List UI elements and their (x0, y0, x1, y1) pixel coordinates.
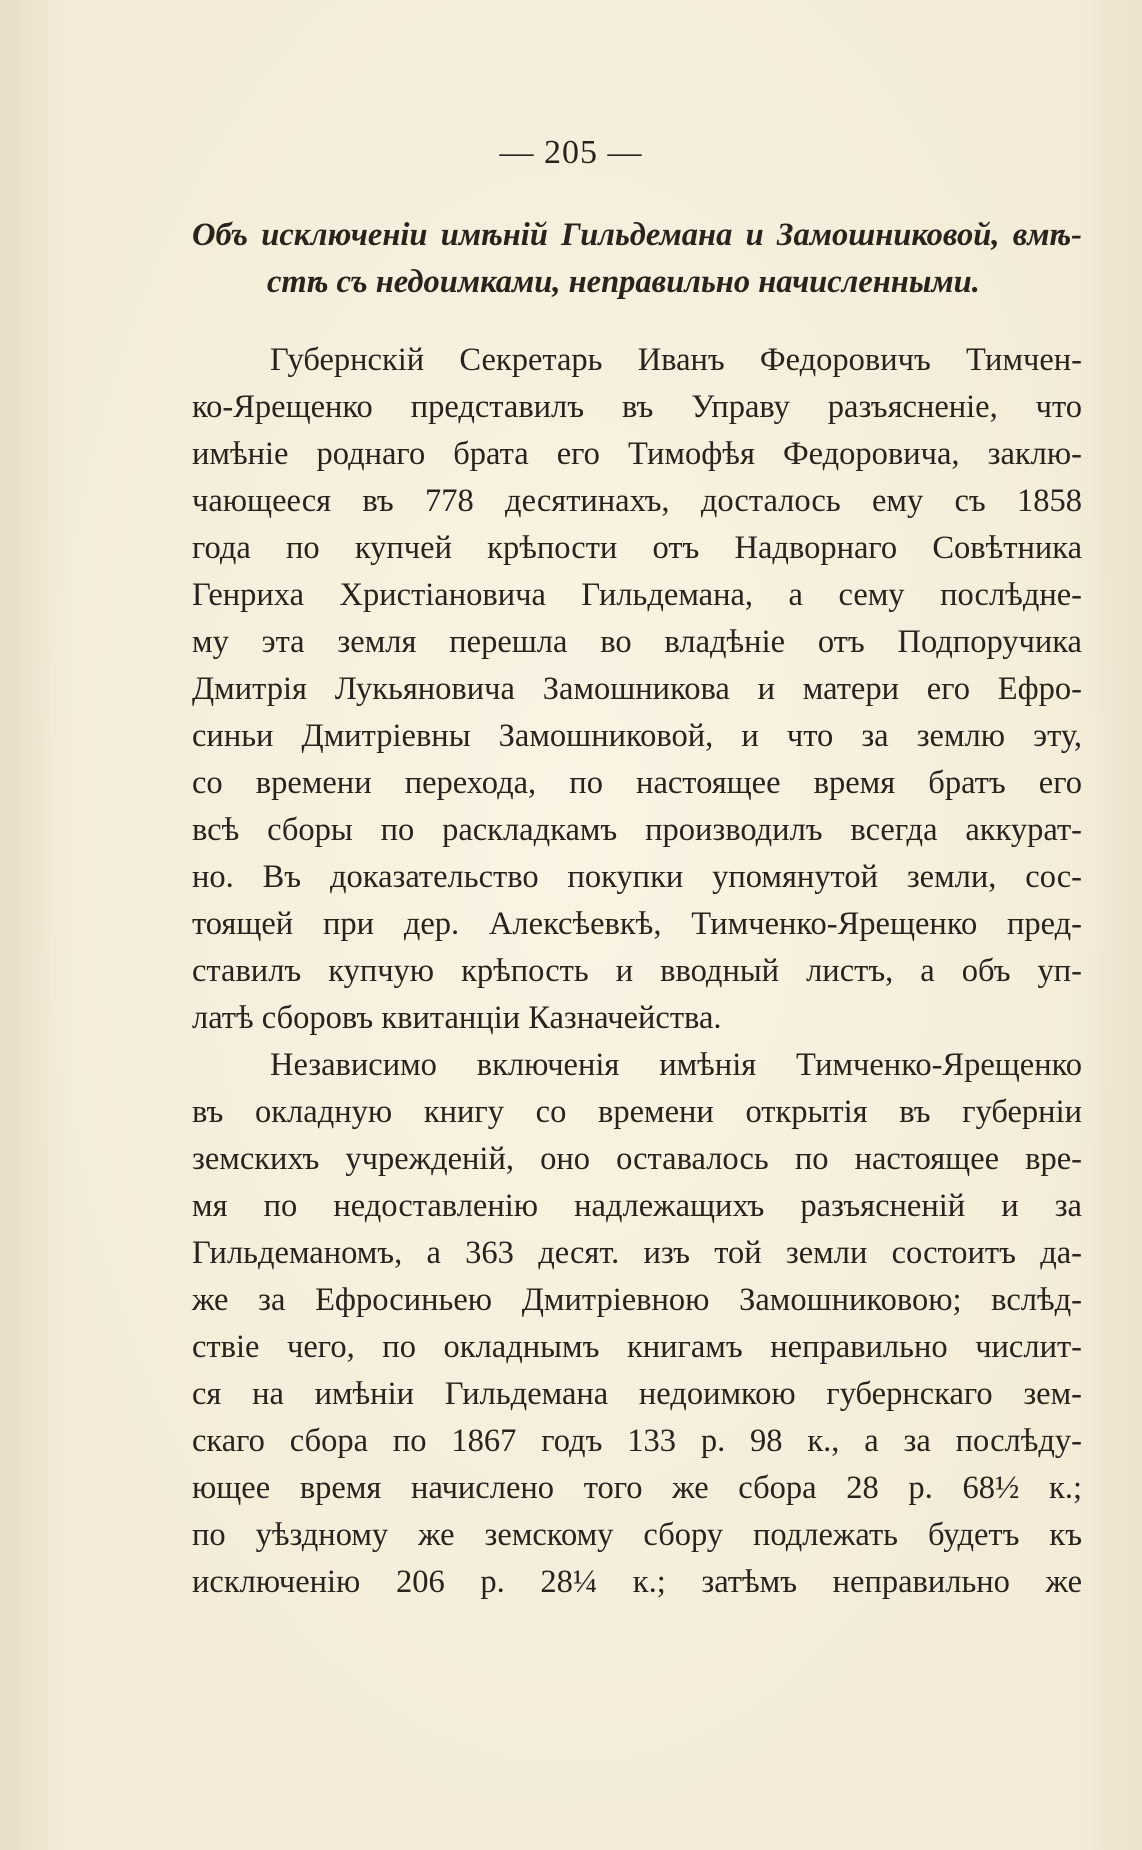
section-heading (192, 212, 1082, 306)
text-line: мя по недоставленію надлежащихъ разъясненій и за (192, 1188, 1082, 1224)
paragraph-2 (192, 1042, 1082, 1606)
body-text (192, 337, 1082, 1606)
text-line: въ окладную книгу со времени открытія въ губерніи (192, 1094, 1082, 1130)
text-line: года по купчей крѣпости отъ Надворнаго Совѣтника (192, 530, 1082, 566)
text-line: ся на имѣніи Гильдемана недоимкою губернскаго зем- (192, 1376, 1082, 1412)
text-line: но. Въ доказательство покупки упомянутой земли, сос- (192, 859, 1082, 895)
text-line: Независимо включенія имѣнія Тимченко-Ярещенко (270, 1047, 1082, 1083)
text-line: латѣ сборовъ квитанціи Казначейства. (192, 1000, 722, 1036)
text-line: по уѣздному же земскому сбору подлежать будетъ къ (192, 1517, 1082, 1553)
text-line: ствіе чего, по окладнымъ книгамъ неправильно числит- (192, 1329, 1082, 1365)
text-line: Дмитрія Лукьяновича Замошникова и матери его Ефро- (192, 671, 1082, 707)
text-line: тоящей при дер. Алексѣевкѣ, Тимченко-Ярещенко пред- (192, 906, 1082, 942)
text-line: Гильдеманомъ, а 363 десят. изъ той земли состоитъ да- (192, 1235, 1082, 1271)
text-line: всѣ сборы по раскладкамъ производилъ всегда аккурат- (192, 812, 1082, 848)
text-line: чающееся въ 778 десятинахъ, досталось ему съ 1858 (192, 483, 1082, 519)
text-line: ко-Ярещенко представилъ въ Управу разъясненіе, что (192, 389, 1082, 425)
text-line: ющее время начислено того же сбора 28 р. 68½ к.; (192, 1470, 1082, 1506)
text-line: синьи Дмитріевны Замошниковой, и что за землю эту, (192, 718, 1082, 754)
heading-line: стѣ съ недоимками, неправильно начисленными. (267, 264, 980, 300)
page-number: — 205 — (499, 134, 643, 171)
text-line: му эта земля перешла во владѣніе отъ Подпоручика (192, 624, 1082, 660)
text-line: скаго сбора по 1867 годъ 133 р. 98 к., а за послѣду- (192, 1423, 1082, 1459)
text-line: ставилъ купчую крѣпость и вводный листъ, а объ уп- (192, 953, 1082, 989)
text-line: же за Ефросиньею Дмитріевною Замошниковою; вслѣд- (192, 1282, 1082, 1318)
text-line: исключенію 206 р. 28¼ к.; затѣмъ неправильно же (192, 1564, 1082, 1600)
text-line: Губернскій Секретарь Иванъ Федоровичъ Тимчен- (270, 342, 1082, 378)
text-line: со времени перехода, по настоящее время братъ его (192, 765, 1082, 801)
paragraph-1 (192, 337, 1082, 1042)
heading-line: Объ исключеніи имѣній Гильдемана и Замошниковой, вмѣ- (192, 217, 1082, 253)
text-line: Генриха Христіановича Гильдемана, а сему послѣдне- (192, 577, 1082, 613)
text-line: земскихъ учрежденій, оно оставалось по настоящее вре- (192, 1141, 1082, 1177)
text-line: имѣніе роднаго брата его Тимофѣя Федоровича, заклю- (192, 436, 1082, 472)
